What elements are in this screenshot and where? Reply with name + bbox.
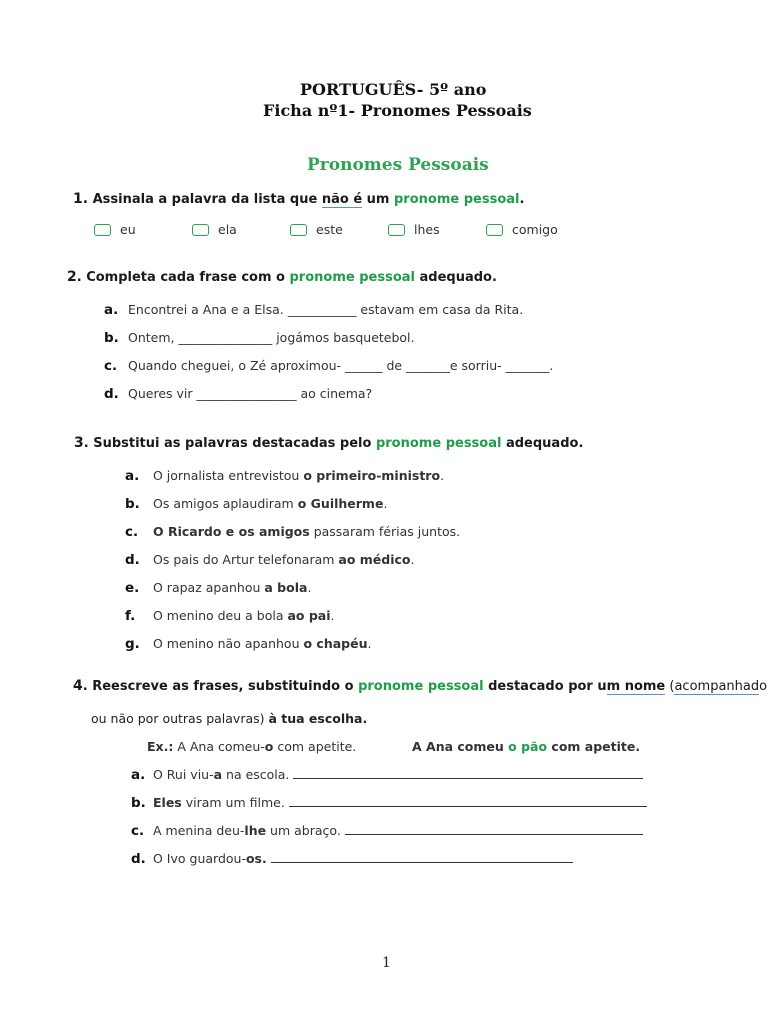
answer-line[interactable]: [271, 851, 573, 863]
item-highlight: os: [245, 851, 262, 866]
exercise-item[interactable]: [125, 608, 335, 624]
question-text: , substituindo o: [238, 679, 359, 694]
answer-line[interactable]: [345, 823, 643, 835]
item-letter: c.: [125, 524, 139, 540]
item-text: .: [410, 552, 415, 567]
item-text: Queres vir ________________ ao cinema?: [128, 386, 373, 401]
question-number: 3: [74, 435, 84, 451]
option-item[interactable]: [192, 222, 290, 237]
example-text: com apetite.: [273, 739, 357, 754]
question-text: .: [519, 192, 525, 207]
item-highlight: o Guilherme: [297, 496, 384, 511]
exercise-item[interactable]: [104, 386, 372, 402]
option-label: eu: [120, 222, 136, 237]
example-text: A Ana comeu-: [173, 739, 265, 754]
item-letter: b.: [125, 496, 140, 512]
highlight-text: pronome pessoal: [289, 270, 415, 285]
item-letter: b.: [104, 330, 119, 346]
question-text: . Substitui as palavras destacadas pelo: [83, 436, 376, 451]
option-label: comigo: [512, 222, 558, 237]
exercise-item[interactable]: [125, 496, 387, 512]
checkbox[interactable]: [388, 224, 405, 236]
question-text: destacado por u: [483, 679, 607, 694]
item-text: O menino deu a bola: [153, 608, 288, 623]
page-subtitle: Ficha nº1- Pronomes Pessoais: [263, 101, 532, 120]
exercise-item[interactable]: [104, 302, 523, 318]
item-text: um abraço.: [266, 823, 345, 838]
question-1: [73, 191, 524, 207]
example-answer-text: com apetite: [547, 739, 636, 754]
item-text: Os pais do Artur telefonaram: [153, 552, 339, 567]
item-letter: g.: [125, 636, 140, 652]
checkbox[interactable]: [486, 224, 503, 236]
exercise-item[interactable]: [125, 636, 371, 652]
exercise-item[interactable]: [131, 823, 643, 839]
page-title: PORTUGUÊS- 5º ano: [300, 80, 487, 99]
option-item[interactable]: [388, 222, 486, 237]
question-4-continued: [91, 711, 367, 726]
question-4: [73, 678, 767, 694]
question-3: [74, 435, 583, 451]
item-text: Quando cheguei, o Zé aproximou- ______ de _______e sorriu- _______.: [128, 358, 554, 373]
question-text: ou não por outras palavras): [91, 711, 269, 726]
exercise-item[interactable]: d. O Ivo guardou-os.: [131, 851, 573, 867]
item-text: O rapaz apanhou: [153, 580, 265, 595]
item-text: O jornalista entrevistou: [153, 468, 304, 483]
question-text: adequado.: [501, 436, 584, 451]
exercise-item[interactable]: [125, 552, 415, 568]
section-title: Pronomes Pessoais: [307, 155, 489, 175]
question-text: . Reescreve as frases: [82, 679, 239, 694]
page-number: 1: [382, 955, 391, 971]
item-highlight: a bola: [264, 580, 308, 595]
exercise-item[interactable]: [131, 767, 643, 783]
item-text: A menina deu-: [153, 823, 245, 838]
question-2: [67, 269, 497, 285]
question-text: (: [665, 679, 675, 694]
answer-line[interactable]: [293, 767, 643, 779]
option-item[interactable]: [94, 222, 192, 237]
item-text: .: [330, 608, 335, 623]
underlined-text: não é: [321, 192, 363, 207]
item-letter: c.: [131, 823, 145, 839]
question-number: 1.: [73, 191, 89, 207]
item-text: O Rui viu-: [153, 767, 214, 782]
item-letter: a.: [125, 468, 140, 484]
example-answer-text: .: [635, 739, 641, 754]
highlight-text: pronome pessoal: [358, 679, 484, 694]
item-letter: d.: [131, 851, 146, 867]
item-text: .: [440, 468, 445, 483]
item-text: .: [367, 636, 372, 651]
item-highlight: a: [213, 767, 223, 782]
item-letter: b.: [131, 795, 146, 811]
item-highlight: ao pai: [287, 608, 331, 623]
item-letter: e.: [125, 580, 140, 596]
highlight-text: pronome pessoal: [375, 436, 502, 451]
option-item[interactable]: [290, 222, 388, 237]
checkbox[interactable]: [290, 224, 307, 236]
item-text: .: [383, 496, 388, 511]
item-letter: c.: [104, 358, 118, 374]
exercise-item[interactable]: [131, 795, 647, 811]
option-item[interactable]: [486, 222, 584, 237]
question-text-bold: à tua escolha: [268, 711, 363, 726]
example-answer: [412, 739, 640, 754]
example-answer-highlight: o pão: [508, 739, 548, 754]
example-answer-text: A Ana comeu: [412, 739, 509, 754]
example-label: Ex.:: [147, 739, 174, 754]
item-letter: d.: [125, 552, 140, 568]
item-highlight: ao médico: [338, 552, 411, 567]
question-text: um: [362, 192, 394, 207]
exercise-item[interactable]: [125, 468, 444, 484]
question-text: Assinala a palavra da lista que: [92, 192, 322, 207]
example-highlight: o: [264, 739, 274, 754]
option-list: [94, 222, 584, 237]
item-highlight: lhe: [244, 823, 267, 838]
question-number: 2: [67, 269, 77, 285]
item-letter: f.: [125, 608, 136, 624]
underlined-text: acompanhad: [674, 679, 760, 694]
question-text: o: [759, 679, 768, 694]
exercise-item[interactable]: [125, 580, 311, 596]
item-highlight: o chapéu: [303, 636, 368, 651]
option-label: ela: [218, 222, 237, 237]
question-text: . Completa cada frase com o: [76, 270, 290, 285]
item-letter: a.: [104, 302, 119, 318]
item-text: na escola.: [222, 767, 294, 782]
item-text: Os amigos aplaudiram: [153, 496, 298, 511]
item-text: O Ivo guardou-: [153, 851, 246, 866]
item-highlight: O Ricardo e os amigos: [153, 524, 310, 539]
item-letter: d.: [104, 386, 119, 402]
item-text: viram um filme.: [181, 795, 289, 810]
option-label: lhes: [414, 222, 440, 237]
checkbox[interactable]: [94, 224, 111, 236]
exercise-item[interactable]: [104, 358, 553, 374]
question-text: adequado.: [414, 270, 497, 285]
item-text: .: [307, 580, 312, 595]
item-text: O menino não apanhou: [153, 636, 304, 651]
item-text: Ontem, _______________ jogámos basquetebol.: [128, 330, 415, 345]
option-label: este: [316, 222, 343, 237]
item-highlight: o primeiro-ministro: [303, 468, 441, 483]
example-row: [147, 739, 356, 754]
question-text-bold: .: [362, 711, 368, 726]
underlined-text: m nome: [606, 679, 666, 694]
item-text: passaram férias juntos.: [309, 524, 461, 539]
item-letter: a.: [131, 767, 146, 783]
item-highlight: Eles: [153, 795, 182, 810]
answer-line[interactable]: [289, 795, 647, 807]
item-text: Encontrei a Ana e a Elsa. ___________ estavam em casa da Rita.: [128, 302, 524, 317]
exercise-item[interactable]: [125, 524, 460, 540]
checkbox[interactable]: [192, 224, 209, 236]
highlight-text: pronome pessoal: [394, 192, 520, 207]
exercise-item[interactable]: [104, 330, 415, 346]
question-number: 4: [73, 678, 83, 694]
